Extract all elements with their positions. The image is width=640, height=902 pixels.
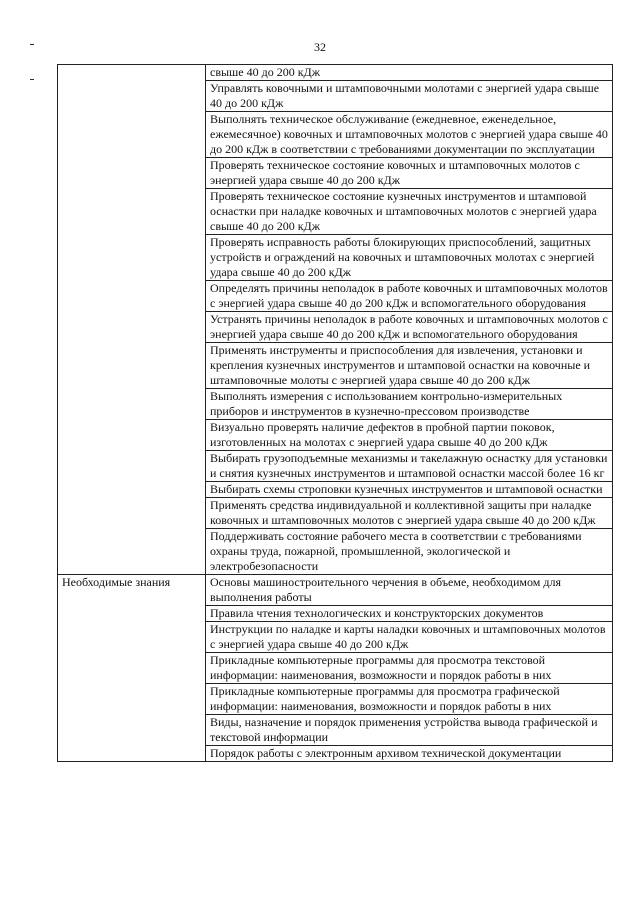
margin-mark — [30, 79, 34, 80]
table-cell: Выполнять измерения с использованием контрольно-измерительных приборов и инструментов в кузнечно-прессовом производстве — [206, 389, 613, 420]
table-cell: Определять причины неполадок в работе ковочных и штамповочных молотов с энергией удара свыше 40 до 200 кДж и вспомогательного оборудования — [206, 281, 613, 312]
table-cell: Визуально проверять наличие дефектов в пробной партии поковок, изготовленных на молотах с энергией удара свыше 40 до 200 кДж — [206, 420, 613, 451]
table-cell: Порядок работы с электронным архивом технической документации — [206, 746, 613, 762]
table-row — [58, 575, 613, 606]
table-cell: Применять средства индивидуальной и коллективной защиты при наладке ковочных и штамповочных молотов с энергией удара свыше 40 до 200 кДж — [206, 498, 613, 529]
table-cell: Прикладные компьютерные программы для просмотра графической информации: наименования, возможности и порядок работы в них — [206, 684, 613, 715]
table-cell: Управлять ковочными и штамповочными молотами с энергией удара свыше 40 до 200 кДж — [206, 81, 613, 112]
table-cell: Проверять исправность работы блокирующих приспособлений, защитных устройств и ограждений на ковочных и штамповочных молотах с энергией удара свыше 40 до 200 кДж — [206, 235, 613, 281]
table-cell: Прикладные компьютерные программы для просмотра текстовой информации: наименования, возможности и порядок работы в них — [206, 653, 613, 684]
table-cell: Основы машиностроительного черчения в объеме, необходимом для выполнения работы — [206, 575, 613, 606]
table-cell: Виды, назначение и порядок применения устройства вывода графической и текстовой информации — [206, 715, 613, 746]
table-cell: Выполнять техническое обслуживание (ежедневное, еженедельное, ежемесячное) ковочных и штамповочных молотов с энергией удара свыше 40 до 200 кДж в соответствии с требованиями документации по эксплуатации — [206, 112, 613, 158]
page-number: 32 — [314, 40, 326, 54]
table-cell: Применять инструменты и приспособления для извлечения, установки и крепления кузнечных инструментов и штамповой оснастки на ковочные и штамповочные молоты с энергией удара свыше 40 до 200 кДж — [206, 343, 613, 389]
table-cell: Выбирать грузоподъемные механизмы и такелажную оснастку для установки и снятия кузнечных инструментов и штамповой оснастки массой более 16 кг — [206, 451, 613, 482]
table-cell: Устранять причины неполадок в работе ковочных и штамповочных молотов с энергией удара свыше 40 до 200 кДж и вспомогательного оборудования — [206, 312, 613, 343]
row-label-empty — [58, 65, 206, 575]
table-cell: Выбирать схемы строповки кузнечных инструментов и штамповой оснастки — [206, 482, 613, 498]
table-cell: Проверять техническое состояние ковочных и штамповочных молотов с энергией удара свыше 40 до 200 кДж — [206, 158, 613, 189]
table-cell: Проверять техническое состояние кузнечных инструментов и штамповой оснастки при наладке ковочных и штамповочных молотов с энергией удара свыше 40 до 200 кДж — [206, 189, 613, 235]
table-row — [58, 65, 613, 81]
requirements-table — [57, 64, 613, 762]
margin-mark — [30, 44, 34, 45]
table-cell: Инструкции по наладке и карты наладки ковочных и штамповочных молотов с энергией удара свыше 40 до 200 кДж — [206, 622, 613, 653]
table-cell: Поддерживать состояние рабочего места в соответствии с требованиями охраны труда, пожарной, промышленной, экологической и электробезопасности — [206, 529, 613, 575]
row-label-knowledge: Необходимые знания — [58, 575, 206, 762]
table-cell: свыше 40 до 200 кДж — [206, 65, 613, 81]
table-cell: Правила чтения технологических и конструкторских документов — [206, 606, 613, 622]
